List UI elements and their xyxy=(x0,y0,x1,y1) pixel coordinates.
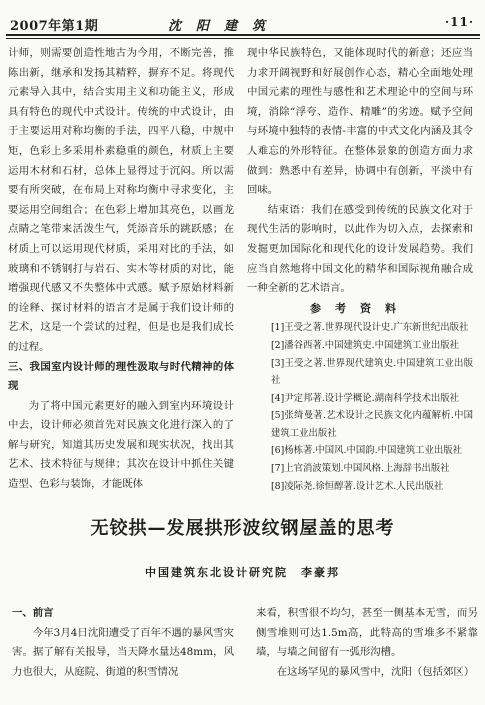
conclusion-paragraph: 结束语：我们在感受到传统的民族文化对于现代生活的影响时，以此作为切入点，去探索和发掘更加国际化和现代化的设计发展趋势。我们应当自然地将中国文化的精华和国际视角融合成一种全新的艺术语言。 xyxy=(247,203,473,295)
upper-left-paragraph-1: 计师，则需要创造性地古为今用，不断完善，推陈出新，继承和发扬其精粹，摒弃不足。将现代元素导入其中，结合实用主义和功能主义，形成具有特色的现代中式设计。传统的中式设计，由于主要运用对称均衡的手法，四平八稳，中规中矩，色彩上多采用朴素稳重的颜色，材质上主要运用木材和石材，总体上显得过于沉闷。所以需要有所突破，在布局上对称均衡中寻求变化，主要运用空间组合；在色彩上增加其亮色，以画龙点睛之笔带来活泼生气，凭添音乐的跳跃感；在材质上可以运用现代材质，采用对比的手法，如玻璃和不锈钢打与岩石、实木等材质的对比，能增强现代感又不失整体中式感。赋予原始材料新的诠释、探讨材料的语言才是属于我们设计师的艺术，这是一个尝试的过程，但是也是我们成长的过程。 xyxy=(8,47,234,353)
preface-heading: 一、前言 xyxy=(12,607,54,619)
reference-item: [4]尹定邦著.设计学概论.湖南科学技术出版社 xyxy=(271,392,459,404)
running-header xyxy=(8,13,478,35)
lower-right-paragraph-2: 在这场罕见的暴风雪中，沈阳（包括郊区） xyxy=(276,665,475,678)
page-number: ·11· xyxy=(444,15,474,29)
preface-paragraph: 今年3月4日沈阳遭受了百年不遇的暴风雪灾害。据了解有关报导，当天降水量达48mm，风力也很大，从庭院、街道的积雪情况 xyxy=(12,626,234,678)
reference-item: [8]凌际尧.徐恒醇著.设计艺术.人民出版社 xyxy=(271,480,444,492)
upper-right-paragraph-1: 现中华民族特色，又能体现时代的新意；还应当力求开阔视野和好展创作心态，精心全面地处理中国元素的理性与感性和艺术理论中的空间与环境，消除“浮夸、造作、精雕”的劣迹。赋予空间与环境中独特的表情-丰富的中式文化内涵及其令人难忘的外形特征。在整体景象的创造方面力求做到：熟悉中有差异，协调中有创新，平淡中有回味。 xyxy=(247,47,473,197)
lower-right-paragraph-1: 来看，积雪很不均匀，甚至一侧基本无雪，而另侧雪堆则可达1.5m高，此特高的雪堆多不紧靠墙，与墙之间留有一弧形沟槽。 xyxy=(256,607,478,659)
lower-right-column xyxy=(256,604,478,682)
references-title: 参考资料 xyxy=(310,301,410,315)
references-list xyxy=(247,319,473,495)
header-rule-thick xyxy=(6,34,480,36)
section-heading: 三、我国室内设计师的理性汲取与时代精神的体现 xyxy=(8,360,234,393)
header-rule-thin xyxy=(6,38,480,39)
reference-item: [2]潘谷西著.中国建筑史.中国建筑工业出版社 xyxy=(271,339,459,351)
upper-right-column xyxy=(247,44,473,495)
reference-item: [1]王受之著.世界现代设计史.广东新世纪出版社 xyxy=(271,322,469,334)
article-byline: 中国建筑东北设计研究院 李豪邦 xyxy=(145,566,340,579)
reference-item: [3]王受之著.世界现代建筑史.中国建筑工业出版社 xyxy=(271,357,473,387)
reference-item: [6]杨栋著.中国风.中国韵.中国建筑工业出版社 xyxy=(271,445,462,457)
journal-name: 沈阳建筑 xyxy=(168,19,281,34)
reference-item: [5]张绮曼著.艺术设计之民族文化内蕴解析.中国建筑工业出版社 xyxy=(271,410,473,439)
article-title: 无铰拱—发展拱形波纹钢屋盖的思考 xyxy=(90,518,395,539)
upper-left-paragraph-2: 为了将中国元素更好的融入到室内环境设计中去，设计师必须首先对民族文化进行深入的了解与研究，知道其历史发展和现实状况，找出其艺术、技术特征与规律；其次在设计中抓住关键造型、色彩与装饰，才能既体 xyxy=(8,399,234,491)
lower-left-column xyxy=(12,604,234,682)
issue-label: 2007年第1期 xyxy=(10,19,99,34)
reference-item: [7]上官消波策划.中国风格.上海辞书出版社 xyxy=(271,463,450,475)
upper-left-column xyxy=(8,44,234,495)
